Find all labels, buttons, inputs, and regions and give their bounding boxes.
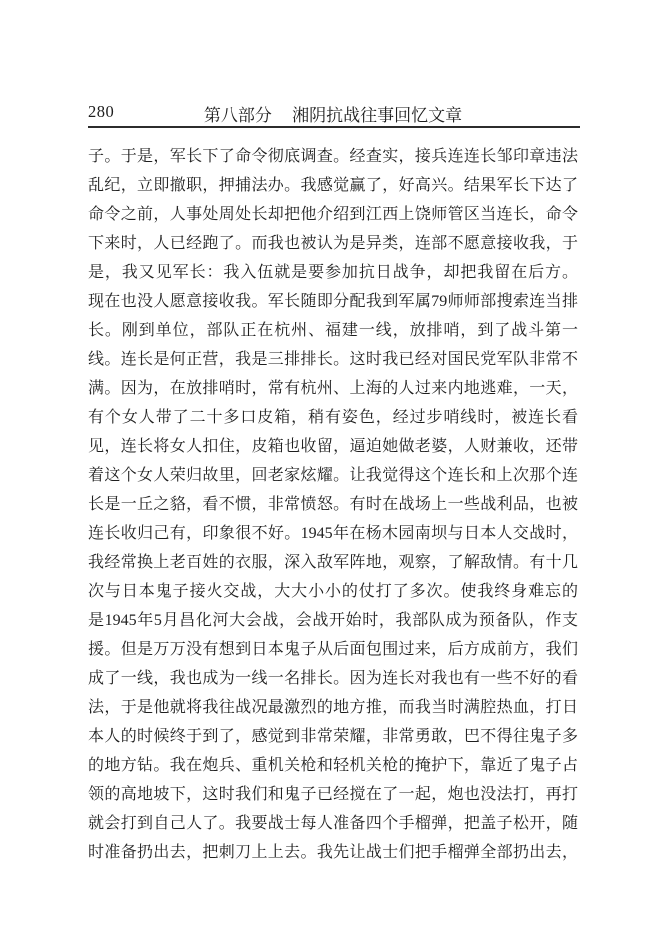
text-line: 现在也没人愿意接收我。军长随即分配我到军属79师师部搜索连当排 <box>88 293 578 310</box>
text-line: 乱纪，立即撤职，押捕法办。我感觉赢了，好高兴。结果军长下达了 <box>88 177 578 194</box>
text-line: 有个女人带了二十多口皮箱，稍有姿色，经过步哨线时，被连长看 <box>88 409 578 426</box>
text-line: 着这个女人荣归故里，回老家炫耀。让我觉得这个连长和上次那个连 <box>88 467 578 484</box>
body-text <box>88 142 578 867</box>
text-line: 本人的时候终于到了，感觉到非常荣耀，非常勇敢，巴不得往鬼子多 <box>88 728 578 745</box>
text-line: 援。但是万万没有想到日本鬼子从后面包围过来，后方成前方，我们 <box>88 641 578 658</box>
text-line: 长。刚到单位，部队正在杭州、福建一线，放排哨，到了战斗第一 <box>88 322 578 339</box>
text-line: 线。连长是何正营，我是三排排长。这时我已经对国民党军队非常不 <box>88 351 578 368</box>
text-line: 子。于是，军长下了命令彻底调查。经查实，接兵连连长邹印章违法 <box>88 148 578 165</box>
page-number: 280 <box>88 102 115 121</box>
running-header <box>88 101 578 125</box>
header-section-label: 第八部分 <box>203 106 272 125</box>
text-line: 长是一丘之貉，看不惯，非常愤怒。有时在战场上一些战利品，也被 <box>88 496 578 513</box>
text-line: 下来时，人已经跑了。而我也被认为是异类，连部不愿意接收我，于 <box>88 235 578 252</box>
text-line: 成了一线，我也成为一线一名排长。因为连长对我也有一些不好的看 <box>88 670 578 687</box>
text-line: 命令之前，人事处周处长却把他介绍到江西上饶师管区当连长，命令 <box>88 206 578 223</box>
header-rule <box>88 126 580 128</box>
header-title-label: 湘阴抗战往事回忆文章 <box>292 106 463 125</box>
text-line: 是，我又见军长：我入伍就是要参加抗日战争，却把我留在后方。 <box>88 264 578 281</box>
text-line: 我经常换上老百姓的衣服，深入敌军阵地，观察，了解敌情。有十几 <box>88 554 578 571</box>
text-line: 领的高地坡下，这时我们和鬼子已经搅在了一起，炮也没法打，再打 <box>88 786 578 803</box>
running-header-title <box>88 101 578 126</box>
text-line: 连长收归己有，印象很不好。1945年在杨木园南坝与日本人交战时， <box>88 525 578 542</box>
text-line: 时准备扔出去，把刺刀上上去。我先让战士们把手榴弹全部扔出去， <box>88 844 578 861</box>
text-line: 就会打到自己人了。我要战士每人准备四个手榴弹，把盖子松开，随 <box>88 815 578 832</box>
text-line: 次与日本鬼子接火交战，大大小小的仗打了多次。使我终身难忘的 <box>88 583 578 600</box>
text-line: 见，连长将女人扣住，皮箱也收留，逼迫她做老婆，人财兼收，还带 <box>88 438 578 455</box>
text-line: 的地方钻。我在炮兵、重机关枪和轻机关枪的掩护下，靠近了鬼子占 <box>88 757 578 774</box>
text-line: 法，于是他就将我往战况最激烈的地方推，而我当时满腔热血，打日 <box>88 699 578 716</box>
text-line: 是1945年5月昌化河大会战，会战开始时，我部队成为预备队，作支 <box>88 612 578 629</box>
text-line: 满。因为，在放排哨时，常有杭州、上海的人过来内地逃难，一天， <box>88 380 578 397</box>
